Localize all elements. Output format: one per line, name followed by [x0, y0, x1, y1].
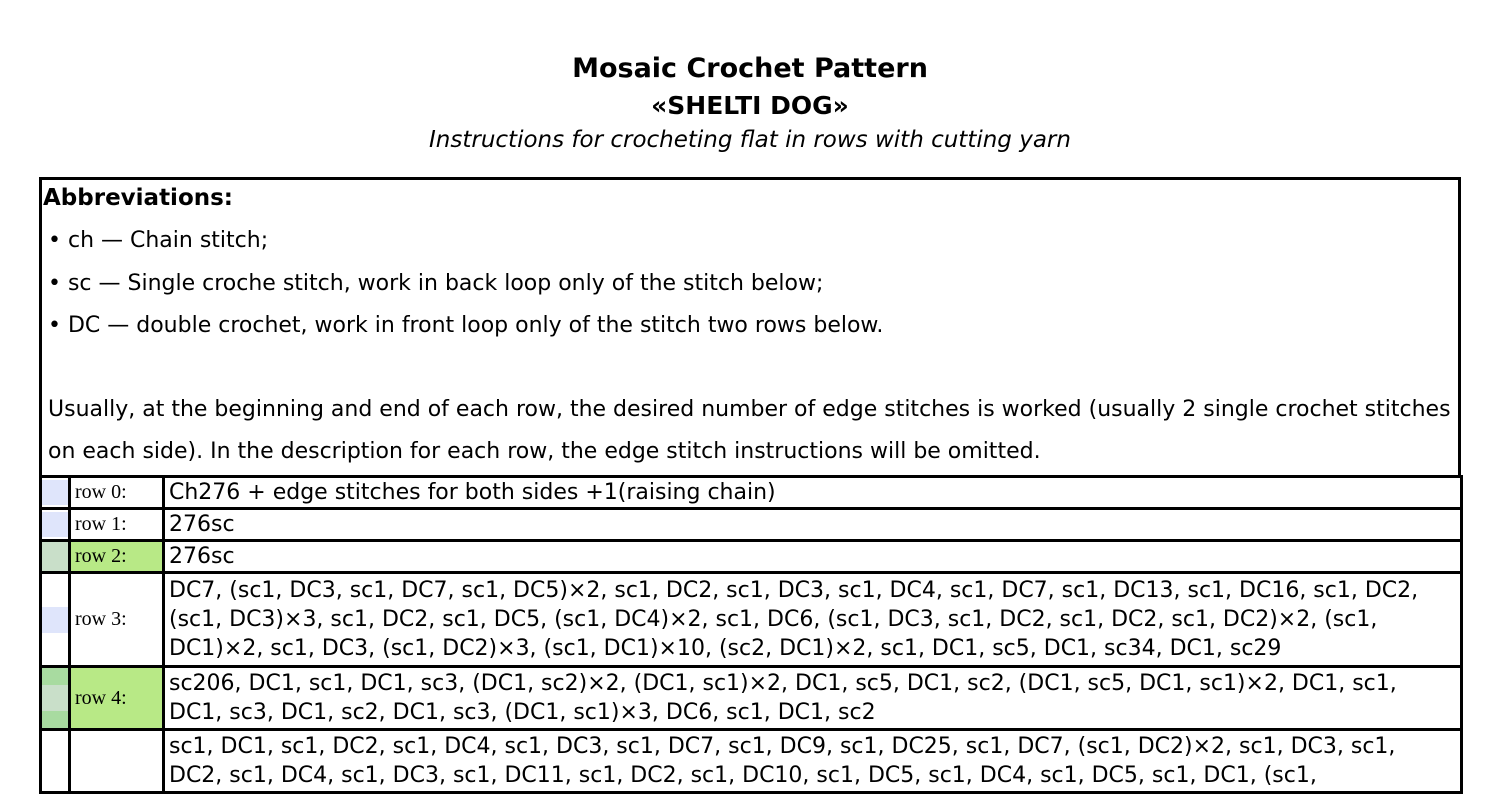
row-label: row 4:	[70, 667, 164, 730]
table-row	[41, 730, 1462, 793]
abbreviation-dc: • DC — double crochet, work in front loop only of the stitch two rows below.	[48, 313, 884, 338]
table-row	[41, 541, 1462, 573]
row-instructions: 276sc	[164, 541, 1462, 573]
row-instructions: sc1, DC1, sc1, DC2, sc1, DC4, sc1, DC3, sc1, DC7, sc1, DC9, sc1, DC25, sc1, DC7, (sc1, DC2)×2, sc1, DC3, sc1, DC2, sc1, DC4, sc1, DC3, sc1, DC11, sc1, DC2, sc1, DC10, sc1, DC5, sc1, DC4, sc1, DC5, sc1, DC1, (sc1,	[164, 730, 1462, 793]
row-label: row 2:	[70, 541, 164, 573]
row-color-swatch	[41, 509, 70, 541]
row-color-swatch	[41, 667, 70, 730]
abbreviations-box	[39, 177, 1461, 475]
abbreviations-heading: Abbreviations:	[43, 185, 234, 211]
pattern-name: «SHELTI DOG»	[651, 91, 849, 120]
row-instructions: 276sc	[164, 509, 1462, 541]
row-instructions: sc206, DC1, sc1, DC1, sc3, (DC1, sc2)×2, (DC1, sc1)×2, DC1, sc5, DC1, sc2, (DC1, sc5, DC1, sc1)×2, DC1, sc1, DC1, sc3, DC1, sc2, DC1, sc3, (DC1, sc1)×3, DC6, sc1, DC1, sc2	[164, 667, 1462, 730]
row-color-swatch	[41, 477, 70, 509]
row-color-swatch	[41, 541, 70, 573]
row-instructions-table	[39, 475, 1463, 794]
row-label: row 1:	[70, 509, 164, 541]
row-instructions: Ch276 + edge stitches for both sides +1(raising chain)	[164, 477, 1462, 509]
row-label	[70, 730, 164, 793]
page-title: Mosaic Crochet Pattern	[572, 53, 928, 84]
row-label: row 3:	[70, 573, 164, 667]
abbreviation-ch: • ch — Chain stitch;	[48, 228, 269, 253]
row-label: row 0:	[70, 477, 164, 509]
row-color-swatch	[41, 730, 70, 793]
table-row	[41, 509, 1462, 541]
pattern-tagline: Instructions for crocheting flat in rows with cutting yarn	[429, 127, 1071, 153]
table-row	[41, 573, 1462, 667]
row-color-swatch	[41, 573, 70, 667]
edge-stitch-note: Usually, at the beginning and end of each row, the desired number of edge stitches is worked (usually 2 single crochet stitches on each side). In the description for each row, the edge stitch instructions will be omitted.	[48, 397, 1451, 464]
row-instructions: DC7, (sc1, DC3, sc1, DC7, sc1, DC5)×2, sc1, DC2, sc1, DC3, sc1, DC4, sc1, DC7, sc1, DC13, sc1, DC16, sc1, DC2, (sc1, DC3)×3, sc1, DC2, sc1, DC5, (sc1, DC4)×2, sc1, DC6, (sc1, DC3, sc1, DC2, sc1, DC2, sc1, DC2)×2, (sc1, DC1)×2, sc1, DC3, (sc1, DC2)×3, (sc1, DC1)×10, (sc2, DC1)×2, sc1, DC1, sc5, DC1, sc34, DC1, sc29	[164, 573, 1462, 667]
abbreviation-sc: • sc — Single croche stitch, work in back loop only of the stitch below;	[48, 271, 824, 296]
table-row	[41, 477, 1462, 509]
table-row	[41, 667, 1462, 730]
